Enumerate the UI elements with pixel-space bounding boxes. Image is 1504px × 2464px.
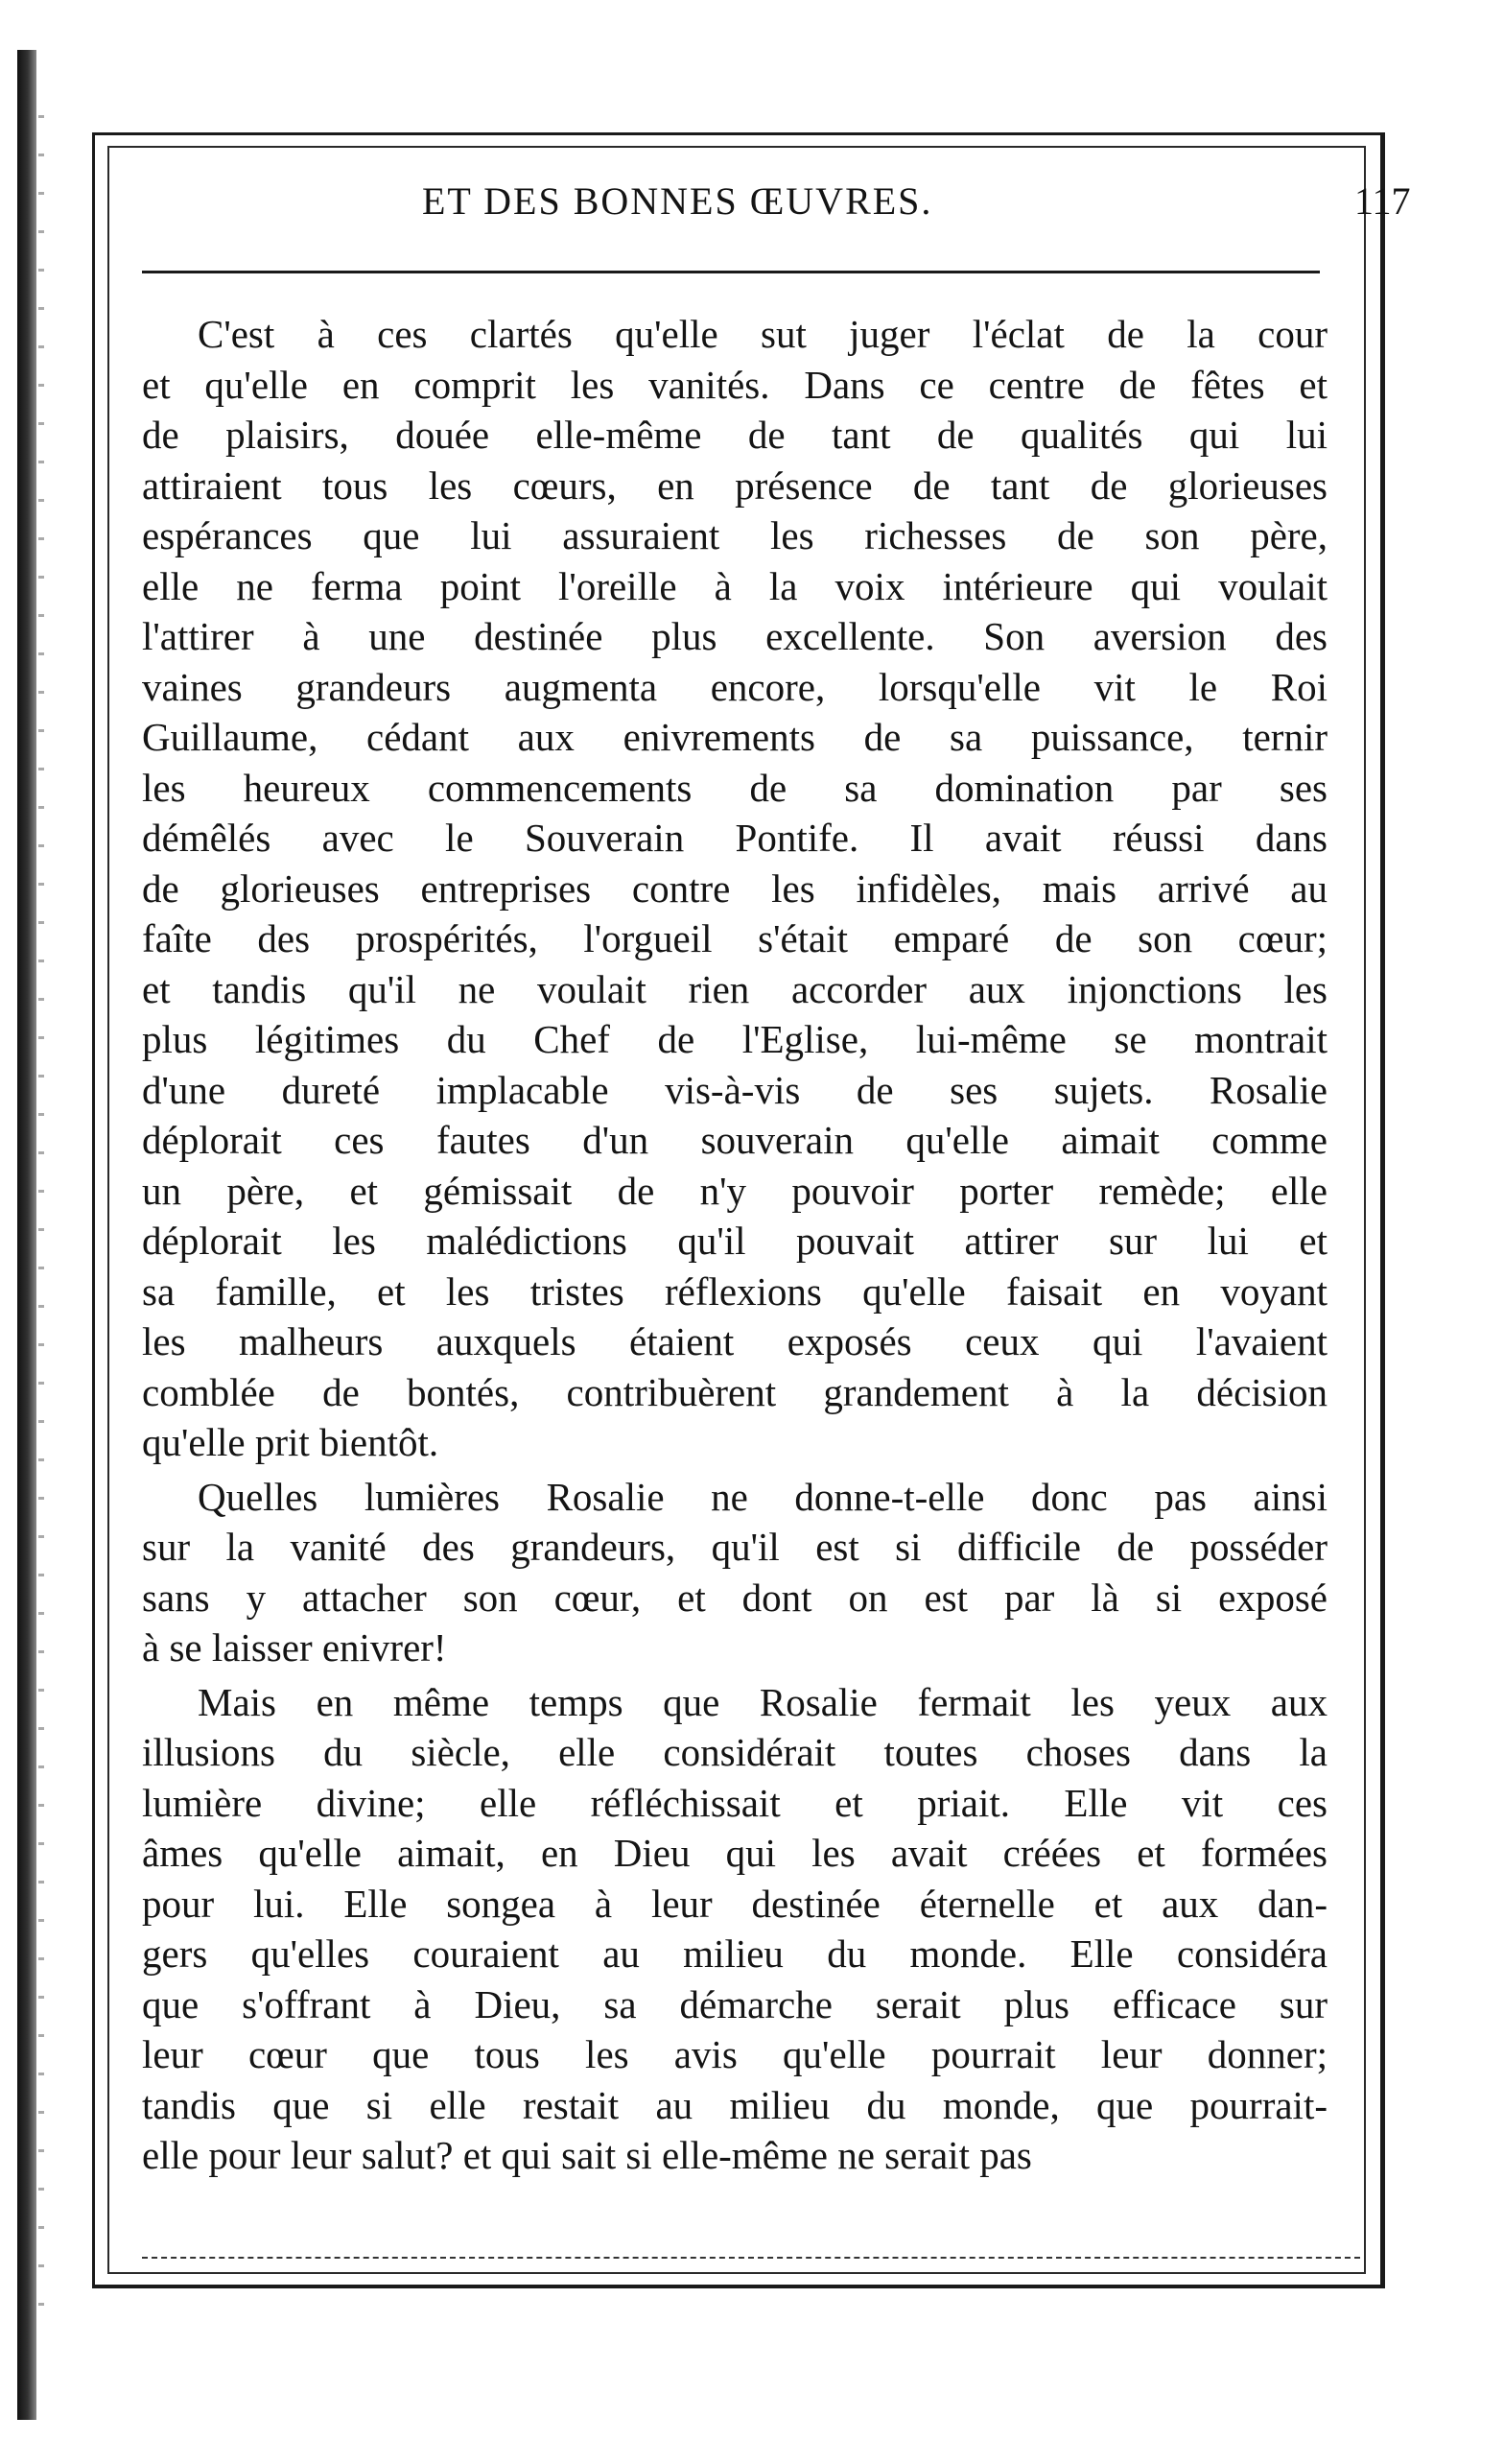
text-line: Guillaume, cédant aux enivrements de sa puissance, ternir [142,715,1328,759]
text-line: C'est à ces clartés qu'elle sut juger l'éclat de la cour [198,312,1328,356]
text-line: lumière divine; elle réfléchissait et priait. Elle vit ces [142,1780,1328,1825]
text-line: gers qu'elles couraient au milieu du monde. Elle considéra [142,1931,1328,1976]
paragraph [142,309,1328,1468]
text-line: déplorait les malédictions qu'il pouvait attirer sur lui et [142,1219,1328,1263]
text-line: elle ne ferma point l'oreille à la voix intérieure qui voulait [142,563,1328,608]
text-line: et tandis qu'il ne voulait rien accorder aux injonctions les [142,966,1328,1011]
text-line: attiraient tous les cœurs, en présence de tant de glorieuses [142,462,1328,508]
bottom-rule [142,2257,1360,2259]
running-title: ET DES BONNES ŒUVRES. [422,179,933,223]
text-line: un père, et gémissait de n'y pouvoir porter remède; elle [142,1168,1328,1213]
text-line: les heureux commencements de sa domination par ses [142,765,1328,810]
text-line: pour lui. Elle songea à leur destinée éternelle et aux dan- [142,1881,1328,1926]
text-line: à se laisser enivrer! [142,1625,447,1670]
text-line: leur cœur que tous les avis qu'elle pourrait leur donner; [142,2032,1328,2076]
text-line: sans y attacher son cœur, et dont on est par là si exposé [142,1575,1328,1620]
text-line: elle pour leur salut? et qui sait si elle-même ne serait pas [142,2133,1032,2177]
text-line: d'une dureté implacable vis-à-vis de ses sujets. Rosalie [142,1067,1328,1112]
paragraph [142,1677,1328,2181]
header-rule [142,271,1320,273]
text-line: Mais en même temps que Rosalie fermait les yeux aux [198,1679,1328,1724]
text-line: comblée de bontés, contribuèrent grandement à la décision [142,1369,1328,1414]
paragraph [142,1472,1328,1673]
text-line: que s'offrant à Dieu, sa démarche serait plus efficace sur [142,1981,1328,2026]
text-line: l'attirer à une destinée plus excellente. Son aversion des [142,614,1328,658]
text-line: déplorait ces fautes d'un souverain qu'elle aimait comme [142,1118,1328,1162]
text-line: âmes qu'elle aimait, en Dieu qui les avait créées et formées [142,1831,1328,1875]
text-line: tandis que si elle restait au milieu du monde, que pourrait- [142,2082,1328,2127]
text-line: de plaisirs, douée elle-même de tant de qualités qui lui [142,413,1328,457]
text-line: Quelles lumières Rosalie ne donne-t-elle donc pas ainsi [198,1474,1328,1519]
text-line: sa famille, et les tristes réflexions qu'elle faisait en voyant [142,1268,1328,1314]
page-edge-specks [38,115,44,2322]
text-line: plus légitimes du Chef de l'Eglise, lui-même se montrait [142,1017,1328,1061]
text-line: illusions du siècle, elle considérait toutes choses dans la [142,1730,1328,1774]
text-line: les malheurs auxquels étaient exposés ceux qui l'avaient [142,1319,1328,1363]
text-line: de glorieuses entreprises contre les infidèles, mais arrivé au [142,865,1328,911]
text-line: vaines grandeurs augmenta encore, lorsqu'elle vit le Roi [142,664,1328,709]
text-line: faîte des prospérités, l'orgueil s'était emparé de son cœur; [142,916,1328,960]
page-number: 117 [1354,179,1411,223]
text-line: et qu'elle en comprit les vanités. Dans ce centre de fêtes et [142,362,1328,407]
text-line: sur la vanité des grandeurs, qu'il est si difficile de posséder [142,1525,1328,1569]
book-spine-shadow [17,50,36,2420]
body-text [142,309,1328,2181]
text-line: qu'elle prit bientôt. [142,1420,439,1464]
text-line: espérances que lui assuraient les richesses de son père, [142,513,1328,557]
text-line: démêlés avec le Souverain Pontife. Il avait réussi dans [142,816,1328,860]
page-header [115,178,1411,236]
